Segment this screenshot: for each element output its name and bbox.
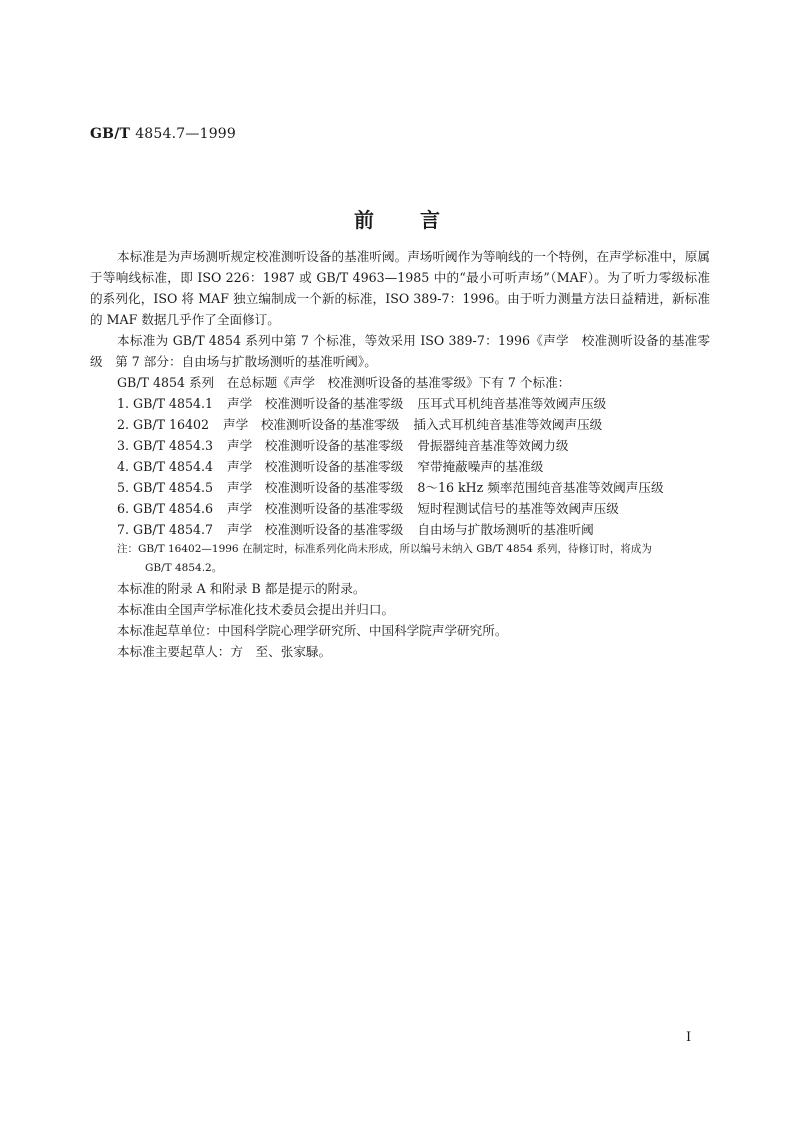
standard-group: 声学 校准测听设备的基准零级 — [227, 501, 404, 516]
standard-subject: 窄带掩蔽噪声的基准级 — [417, 459, 544, 474]
standard-code: 1. GB/T 4854.1 — [117, 396, 214, 411]
standard-prefix: GB/T — [90, 126, 131, 142]
standard-group: 声学 校准测听设备的基准零级 — [223, 417, 400, 432]
standard-group: 声学 校准测听设备的基准零级 — [227, 522, 404, 537]
standard-subject: 压耳式耳机纯音基准等效阈声压级 — [417, 396, 607, 411]
standard-group: 声学 校准测听设备的基准零级 — [227, 480, 404, 495]
appendix-statement: 本标准的附录 A 和附录 B 都是提示的附录。 — [117, 581, 366, 596]
standard-subject: 短时程测试信号的基准等效阈声压级 — [417, 501, 619, 516]
standard-group: 声学 校准测听设备的基准零级 — [227, 396, 404, 411]
standard-code: 6. GB/T 4854.6 — [117, 501, 214, 516]
proposer-statement: 本标准由全国声学标准化技术委员会提出并归口。 — [117, 602, 395, 617]
standard-subject: 插入式耳机纯音基准等效阈声压级 — [413, 417, 603, 432]
standard-subject: 骨振器纯音基准等效阈力级 — [417, 438, 569, 453]
standard-number-header — [90, 126, 236, 142]
footnote-continuation: GB/T 4854.2。 — [145, 562, 223, 574]
page-title: 前言 — [354, 208, 486, 232]
document-body — [90, 246, 710, 662]
standard-number: 4854.7—1999 — [135, 126, 237, 142]
standard-group: 声学 校准测听设备的基准零级 — [227, 459, 404, 474]
series-paragraph: GB/T 4854 系列 在总标题《声学 校准测听设备的基准零级》下有 7 个标准： — [117, 375, 571, 390]
footnote — [90, 540, 710, 578]
standard-code: 4. GB/T 4854.4 — [117, 459, 214, 474]
standard-subject: 8～16 kHz 频率范围纯音基准等效阈声压级 — [417, 480, 664, 495]
page-number: I — [686, 1030, 692, 1045]
list-item — [90, 477, 710, 498]
drafters-statement: 本标准主要起草人：方 至、张家騄。 — [117, 644, 332, 659]
standard-code: 3. GB/T 4854.3 — [117, 438, 214, 453]
standard-code: 7. GB/T 4854.7 — [117, 522, 214, 537]
list-item — [90, 414, 710, 435]
list-item — [90, 519, 710, 540]
standard-code: 5. GB/T 4854.5 — [117, 480, 214, 495]
list-item — [90, 498, 710, 519]
standard-subject: 自由场与扩散场测听的基准听阈 — [417, 522, 594, 537]
drafting-unit-statement: 本标准起草单位：中国科学院心理学研究所、中国科学院声学研究所。 — [117, 623, 508, 638]
list-item — [90, 435, 710, 456]
footnote-line: 注：GB/T 16402—1996 在制定时，标准系列化尚未形成，所以编号未纳入 GB/T 4854 系列，待修订时，将成为 — [117, 543, 652, 555]
standard-code: 2. GB/T 16402 — [117, 417, 210, 432]
list-item — [90, 456, 710, 477]
standards-list — [90, 393, 710, 540]
standard-group: 声学 校准测听设备的基准零级 — [227, 438, 404, 453]
list-item — [90, 393, 710, 414]
equivalence-paragraph: 本标准为 GB/T 4854 系列中第 7 个标准，等效采用 ISO 389-7：1996《声学 校准测听设备的基准零级 第 7 部分：自由场与扩散场测听的基准听阈》。 — [90, 333, 710, 369]
intro-paragraph: 本标准是为声场测听规定校准测听设备的基准听阈。声场听阈作为等响线的一个特例，在声学标准中，原属于等响线标准，即 ISO 226：1987 或 GB/T 4963—1985 中的“最小可听声场”（MAF）。为了听力零级标准的系列化，ISO 将 MAF 独立编制成一个新的标准，ISO 389-7：1996。由于听力测量方法日益精进，新标准的 MAF 数据几乎作了全面修订。 — [90, 249, 710, 327]
